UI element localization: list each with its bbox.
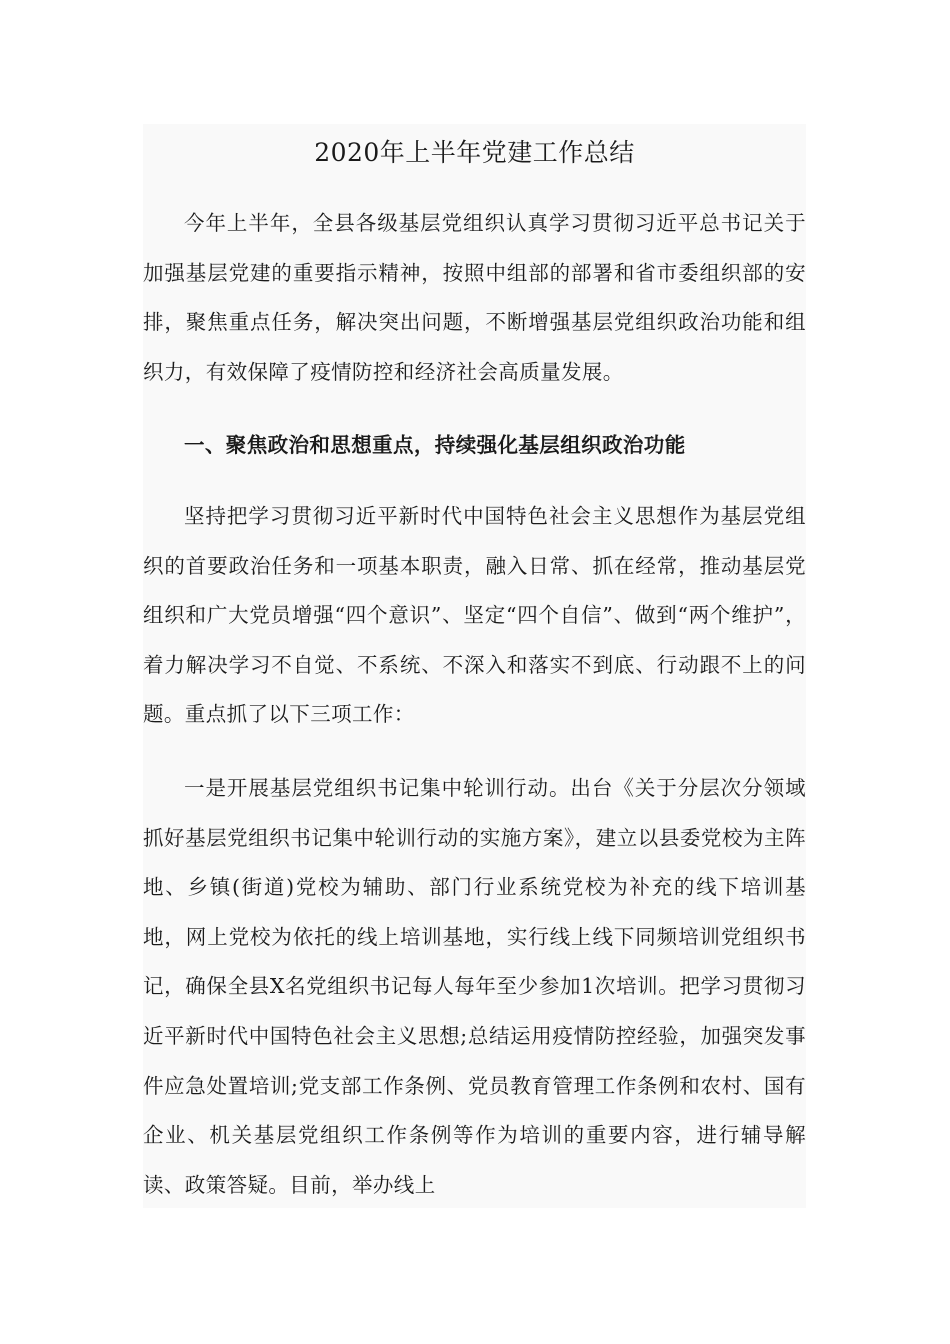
body-paragraph: 坚持把学习贯彻习近平新时代中国特色社会主义思想作为基层党组织的首要政治任务和一项基本职责，融入日常、抓在经常，推动基层党组织和广大党员增强“四个意识”、坚定“四个自信”、做到“两个维护”，着力解决学习不自觉、不系统、不深入和落实不到底、行动跟不上的问题。重点抓了以下三项工作： (143, 504, 806, 727)
intro-paragraph: 今年上半年，全县各级基层党组织认真学习贯彻习近平总书记关于加强基层党建的重要指示精神，按照中组部的部署和省市委组织部的安排，聚焦重点任务，解决突出问题，不断增强基层党组织政治功能和组织力，有效保障了疫情防控和经济社会高质量发展。 (143, 211, 806, 384)
document-title: 2020年上半年党建工作总结 (314, 138, 635, 167)
section-heading: 一、聚焦政治和思想重点，持续强化基层组织政治功能 (184, 433, 686, 457)
body-paragraph: 一是开展基层党组织书记集中轮训行动。出台《关于分层次分领域抓好基层党组织书记集中轮训行动的实施方案》，建立以县委党校为主阵地、乡镇(街道)党校为辅助、部门行业系统党校为补充的线下培训基地，网上党校为依托的线上培训基地，实行线上线下同频培训党组织书记，确保全县X名党组织书记每人每年至少参加1次培训。把学习贯彻习近平新时代中国特色社会主义思想;总结运用疫情防控经验，加强突发事件应急处置培训;党支部工作条例、党员教育管理工作条例和农村、国有企业、机关基层党组织工作条例等作为培训的重要内容，进行辅导解读、政策答疑。目前，举办线上 (143, 776, 806, 1197)
